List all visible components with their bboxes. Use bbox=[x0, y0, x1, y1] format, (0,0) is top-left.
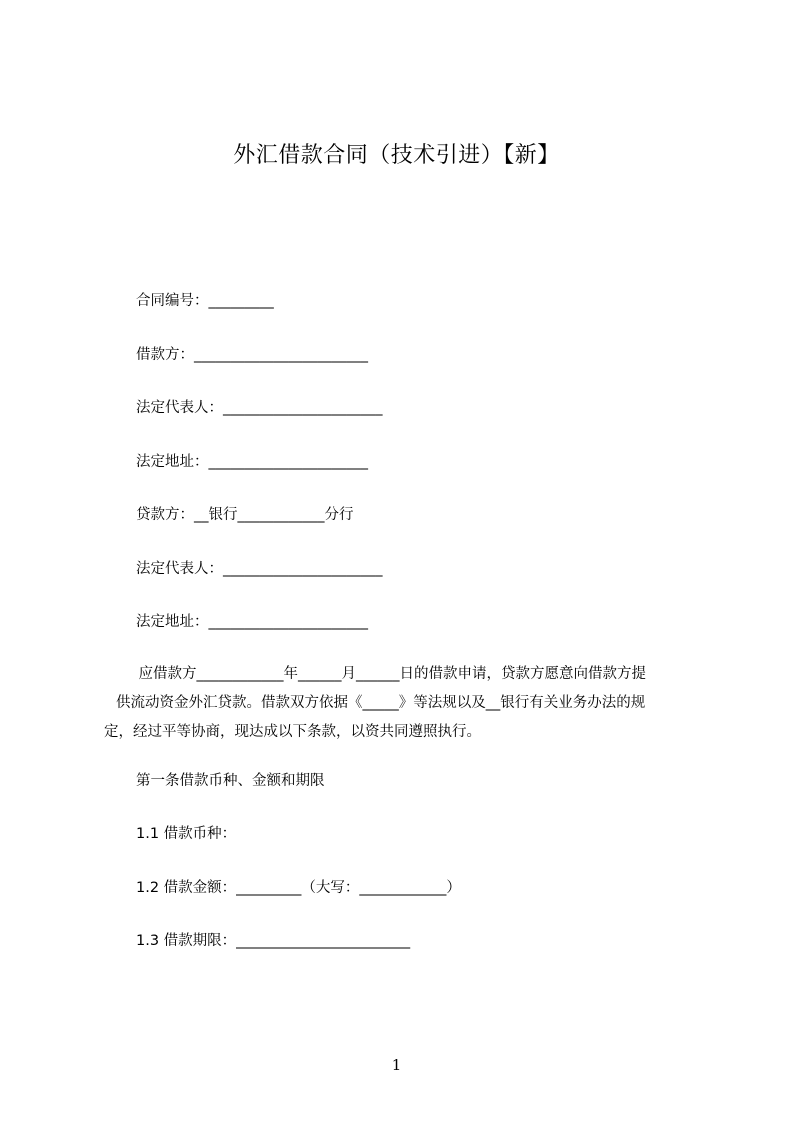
lender-legal-representative-field: 法定代表人：______________________ bbox=[136, 561, 383, 577]
article-1-item-term: 1.3 借款期限：________________________ bbox=[136, 933, 411, 949]
article-1-heading: 第一条借款币种、金额和期限 bbox=[136, 773, 325, 789]
borrower-legal-address-field: 法定地址：______________________ bbox=[136, 454, 368, 470]
preamble-paragraph bbox=[104, 660, 718, 747]
preamble-line: 应借款方____________年______月______日的借款申请，贷款方愿意向借款方提 bbox=[124, 666, 646, 682]
lender-field: 贷款方：__银行____________分行 bbox=[136, 507, 354, 523]
page-number: 1 bbox=[391, 1056, 402, 1074]
article-1-item-amount: 1.2 借款金额：_________（大写：____________） bbox=[136, 880, 461, 896]
borrower-legal-representative-field: 法定代表人：______________________ bbox=[136, 400, 383, 416]
preamble-line: 供流动资金外汇贷款。借款双方依据《_____》等法规以及__银行有关业务办法的规 bbox=[116, 695, 646, 711]
contract-number-field: 合同编号：_________ bbox=[136, 293, 274, 309]
lender-legal-address-field: 法定地址：______________________ bbox=[136, 614, 368, 630]
document-title: 外汇借款合同（技术引进）【新】 bbox=[233, 143, 560, 168]
article-1-item-currency: 1.1 借款币种： bbox=[136, 826, 237, 842]
preamble-line: 定，经过平等协商，现达成以下条款，以资共同遵照执行。 bbox=[104, 724, 481, 740]
borrower-field: 借款方：________________________ bbox=[136, 347, 368, 363]
